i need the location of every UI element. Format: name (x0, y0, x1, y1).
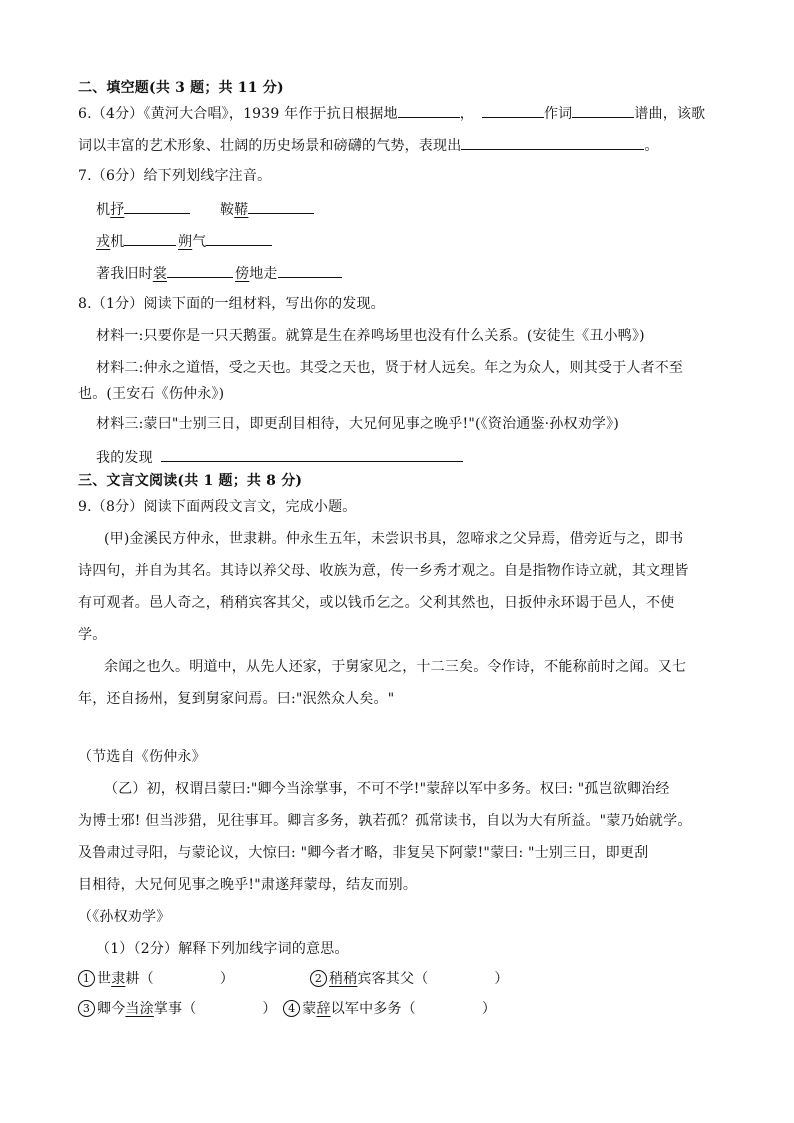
q8-material-2-line-2: 也。(王安石《伤仲永》) (78, 386, 225, 402)
q6-blank-2[interactable] (482, 102, 544, 118)
q9-word-3-close: ） (262, 1001, 277, 1017)
q9-word-4-pre: 蒙 (302, 1001, 317, 1017)
q7-blank-6[interactable] (278, 262, 342, 278)
passage-yi-source: （《孙权劝学》 (78, 909, 171, 925)
q9-prompt-text: 阅读下面两段文言文，完成小题。 (143, 499, 357, 515)
question-7-prompt (78, 166, 271, 186)
q9-word-2-underlined: 稍稍 (329, 971, 358, 987)
passage-yi-line-3: 及鲁肃过寻阳，与蒙论议，大惊曰: "卿今者才略，非复吴下阿蒙!"蒙曰: "士别三日，即更刮 (78, 845, 649, 861)
q7-item-6-underlined: 傍 (235, 266, 250, 282)
q7-item-1-underlined: 抒 (110, 202, 125, 218)
q6-text-3: 作词 (543, 106, 573, 122)
q9-word-1-underlined: 隶 (111, 971, 126, 987)
passage-jia-source: （节选自《伤仲永》 (78, 749, 206, 765)
q7-item-5-pre: 著我旧时 (96, 266, 153, 282)
passage-yi-line-1: （乙）初，权谓吕蒙曰:"卿今当涂掌事，不可不学!"蒙辞以军中多务。权曰: "孤岂欲卿治经 (104, 781, 670, 797)
q8-finding-blank[interactable] (161, 446, 463, 462)
q9-word-3-post: 掌事（ (153, 1001, 197, 1017)
q9-word-4-underlined: 辞 (316, 1001, 331, 1017)
q7-item-4-post: 气 (192, 234, 207, 250)
q8-number: 8.（1分） (78, 296, 144, 312)
q9-word-2 (310, 969, 509, 989)
passage-yi-line-2: 为博士邪! 但当涉猎，见往事耳。卿言多务，孰若孤？孤常读书，自以为大有所益。"蒙乃始就学。 (78, 813, 692, 829)
section-2-title: 二、填空题(共 3 题；共 11 分) (78, 80, 284, 96)
q8-material-1: 材料一:只要你是一只天鹅蛋。就算是生在养鸣场里也没有什么关系。(安徒生《丑小鸭》) (96, 328, 645, 344)
q7-item-2-underlined: 鞯 (234, 202, 249, 218)
q7-blank-3[interactable] (124, 230, 176, 246)
passage-jia2-line-1: 余闻之也久。明道中，从先人还家，于舅家见之，十二三矣。令作诗，不能称前时之闻。又七 (104, 659, 687, 675)
q7-number: 7.（6分） (78, 168, 144, 184)
q9-word-2-close: ） (494, 971, 509, 987)
q9-word-3-pre: 卿今 (97, 1001, 126, 1017)
q6-blank-4[interactable] (461, 134, 644, 150)
q9-word-4-close: ） (481, 1001, 497, 1017)
q7-item-5 (96, 262, 233, 284)
q7-item-5-underlined: 裳 (152, 266, 168, 282)
q9-word-3-underlined: 当涂 (125, 1001, 154, 1017)
q7-item-3-post: 机 (110, 234, 125, 250)
q7-item-2 (220, 198, 314, 220)
q7-blank-1[interactable] (124, 198, 190, 214)
q7-item-6-post: 地走 (249, 266, 278, 282)
q7-item-4 (178, 230, 272, 252)
q9-word-3 (78, 999, 496, 1019)
circled-number-2: 2 (310, 970, 327, 987)
passage-yi-line-4: 目相待，大兄何见事之晚乎!"肃遂拜蒙母，结友而别。 (78, 877, 418, 893)
q6-line-2-end: 。 (644, 138, 659, 154)
q7-blank-4[interactable] (206, 230, 272, 246)
q7-item-3 (96, 230, 176, 252)
q9-word-1 (78, 969, 234, 989)
circled-number-4: 4 (283, 1000, 300, 1017)
circled-number-3: 3 (78, 1000, 95, 1017)
passage-jia-line-2: 诗四句，并自为其名。其诗以养父母、收族为意，传一乡秀才观之。自是指物作诗立就，其文理皆 (78, 563, 689, 579)
q6-text-2: ， (459, 106, 474, 122)
q6-text-1: 《黄河大合唱》，1939 年作于抗日根据地 (143, 106, 398, 122)
q7-prompt-text: 给下列划线字注音。 (143, 168, 272, 184)
question-6-line-2 (78, 134, 659, 156)
passage-jia-line-1: (甲)金溪民方仲永，世隶耕。仲永生五年，未尝识书具，忽啼求之父异焉，借旁近与之，即书 (104, 531, 684, 547)
q9-sub-1-prompt: （1）（2分）解释下列加线字词的意思。 (96, 941, 349, 957)
passage-jia2-line-2: 年，还自扬州，复到舅家问焉。曰:"泯然众人矣。" (78, 691, 395, 707)
circled-number-1: 1 (78, 970, 95, 987)
q8-finding-label: 我的发现 (96, 450, 153, 466)
section-3-title: 三、文言文阅读(共 1 题；共 8 分) (78, 473, 303, 489)
q6-text-4: 谱曲，该歌 (634, 106, 706, 122)
q8-material-3: 材料三:蒙曰"士别三日，即更刮目相待，大兄何见事之晚乎!"(《资治通鉴·孙权劝学》) (96, 416, 619, 432)
q6-blank-1[interactable] (398, 102, 460, 118)
q7-item-6 (235, 262, 342, 284)
q9-word-1-close: ） (219, 971, 235, 987)
q9-word-1-pre: 世 (97, 971, 112, 987)
q8-prompt-text: 阅读下面的一组材料，写出你的发现。 (143, 296, 385, 312)
q7-item-1-pre: 机 (96, 202, 111, 218)
passage-jia-line-4: 学。 (78, 627, 107, 643)
q9-word-4-post: 以军中多务（ (330, 1001, 416, 1017)
q7-item-3-underlined: 戎 (96, 234, 111, 250)
q6-line-2-text: 词以丰富的艺术形象、壮阔的历史场景和磅礴的气势，表现出 (78, 138, 462, 154)
q6-number: 6.（4分） (78, 106, 144, 122)
q8-finding (96, 446, 463, 468)
q9-word-1-post: 耕（ (125, 971, 154, 987)
q7-blank-5[interactable] (167, 262, 233, 278)
q8-material-2-line-1: 材料二:仲永之道悟，受之天也。其受之天也，贤于材人远矣。年之为众人，则其受于人者不至 (96, 360, 684, 376)
q7-item-2-pre: 鞍 (220, 202, 235, 218)
q7-blank-2[interactable] (248, 198, 314, 214)
q6-blank-3[interactable] (572, 102, 634, 118)
question-9-prompt (78, 497, 356, 517)
q7-item-4-underlined: 朔 (178, 234, 193, 250)
q9-word-2-post: 宾客其父（ (357, 971, 429, 987)
question-6-line-1 (78, 102, 705, 124)
passage-jia-line-3: 有可观者。邑人奇之，稍稍宾客其父，或以钱币乞之。父利其然也，日扳仲永环谒于邑人，不使 (78, 595, 675, 611)
q7-item-1 (96, 198, 190, 220)
question-8-prompt (78, 294, 385, 314)
q9-number: 9.（8分） (78, 499, 144, 515)
